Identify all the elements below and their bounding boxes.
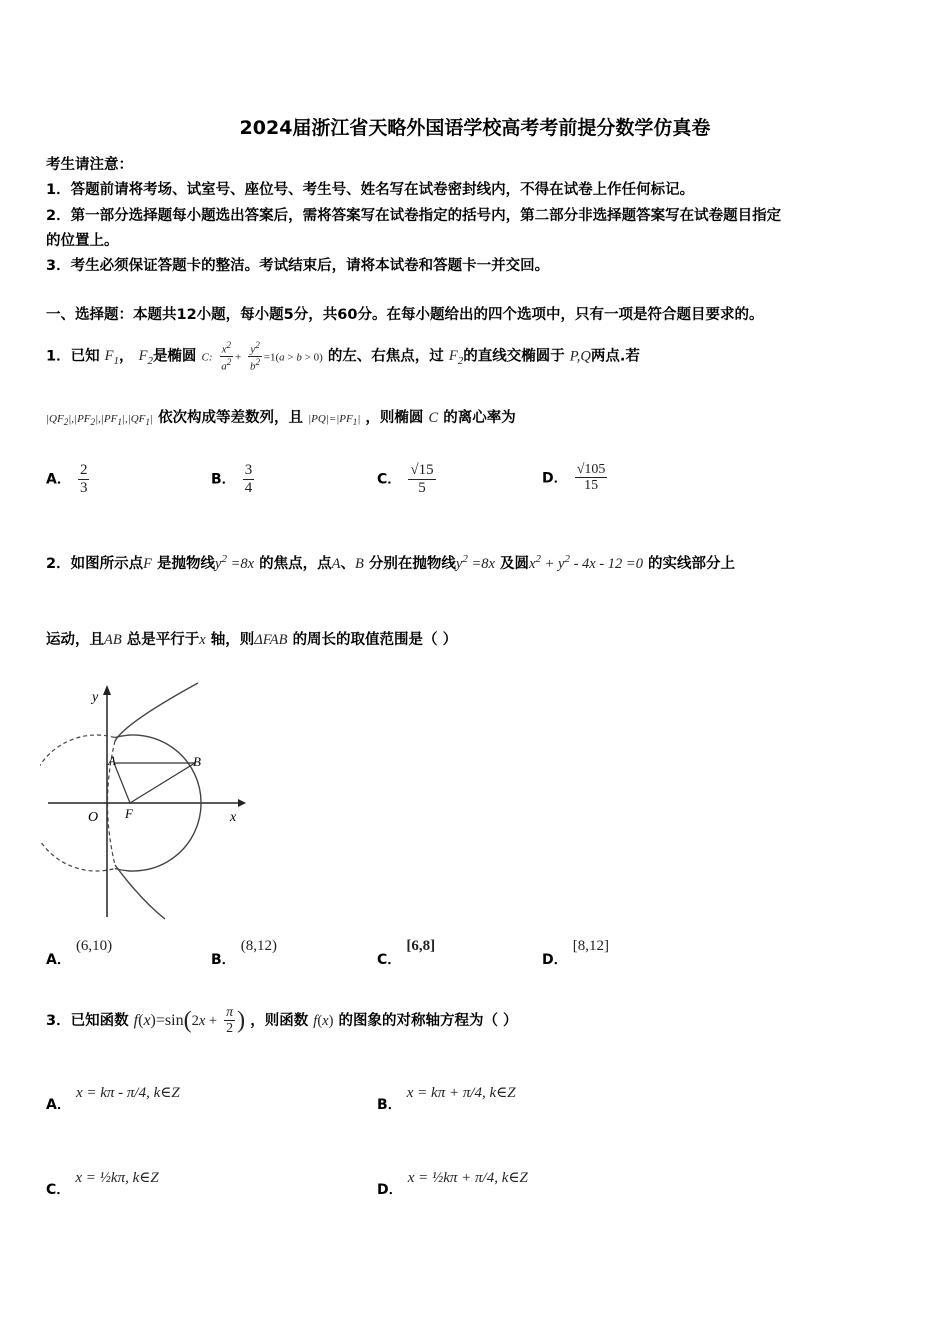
label-y: y (92, 690, 99, 705)
q3-option-d[interactable]: D． x = ½kπ + π/4, k∈Z (377, 1170, 528, 1198)
page-title: 2024届浙江省天略外国语学校高考考前提分数学仿真卷 (239, 117, 711, 139)
q2-option-a[interactable]: A． (6,10) (46, 938, 113, 968)
q2-figure (40, 675, 250, 925)
label-b: B (193, 754, 201, 769)
label-a: A (108, 753, 116, 768)
q3-option-a[interactable]: A． x = kπ - π/4, k∈Z (46, 1085, 180, 1113)
q1-stem-line2: $|QF_2|,|PF_2|,|PF_1|,|QF_1|$ 依次构成等差数列，且 $|PQ|=|PF_1|$ ，则椭圆 C 的离心率为 (46, 410, 516, 428)
label-o: O (88, 810, 99, 825)
q3-stem: 3．已知函数 f(x)=sin(2x + $\frac{\pi}{2}$ ) ，则函数 f(x) 的图象的对称轴方程为（ ） (46, 1005, 518, 1037)
q3-option-c[interactable]: C． x = ½kπ, k∈Z (46, 1170, 159, 1198)
x-axis-arrow-icon (238, 799, 246, 807)
q1-option-a[interactable]: A． $\frac{2}{3}$ (46, 462, 88, 496)
q2-option-d[interactable]: D． [8,12] (542, 938, 609, 968)
notice-heading: 考生请注意： (46, 157, 133, 173)
label-f: F (125, 806, 133, 821)
q2-stem-line1: 2．如图所示点F 是抛物线$y^2 =8x$ 的焦点，点A、B 分别在抛物线$y^2 =8x$ 及圆$x^2 + y^2 - 4x - 12 =0$ 的实线部分上 (46, 553, 736, 572)
parabola-upper (115, 683, 198, 741)
segment-af (114, 763, 130, 803)
notice-item: 的位置上。 (46, 233, 119, 249)
segment-bf (130, 763, 195, 803)
q2-option-b[interactable]: B． (8,12) (211, 938, 278, 968)
q1-stem-line1: 1．已知 $F_1$， $F_2$是椭圆 C: $\frac{x^2}{a^2}$ + $\frac{y^2}{b^2}$ =1(a > b > 0) 的左、右焦点，过 $F_2$的直线交椭圆于 P,Q两点.若 (46, 340, 640, 373)
q1-option-d[interactable]: D． $\frac{√105}{15}$ (542, 462, 606, 494)
notice-item: 3．考生必须保证答题卡的整洁。考试结束后，请将本试卷和答题卡一并交回。 (46, 258, 550, 274)
notice-item: 2．第一部分选择题每小题选出答案后，需将答案写在试卷指定的括号内，第二部分非选择题答案写在试卷题目指定 (46, 208, 782, 224)
q1-option-c[interactable]: C． $\frac{√15}{5}$ (377, 462, 434, 496)
q1-option-b[interactable]: B． $\frac{3}{4}$ (211, 462, 253, 496)
y-axis-arrow-icon (103, 685, 111, 695)
parabola-lower (115, 865, 165, 919)
q2-option-c[interactable]: C． [6,8] (377, 938, 436, 968)
q2-stem-line2: 运动，且AB 总是平行于x 轴，则ΔFAB 的周长的取值范围是（ ） (46, 632, 458, 648)
notice-item: 1．答题前请将考场、试室号、座位号、考生号、姓名写在试卷密封线内，不得在试卷上作任何标记。 (46, 182, 695, 198)
label-x: x (230, 810, 237, 825)
section-heading: 一、选择题：本题共12小题，每小题5分，共60分。在每小题给出的四个选项中，只有一项是符合题目要求的。 (46, 307, 764, 323)
q3-option-b[interactable]: B． x = kπ + π/4, k∈Z (377, 1085, 516, 1113)
